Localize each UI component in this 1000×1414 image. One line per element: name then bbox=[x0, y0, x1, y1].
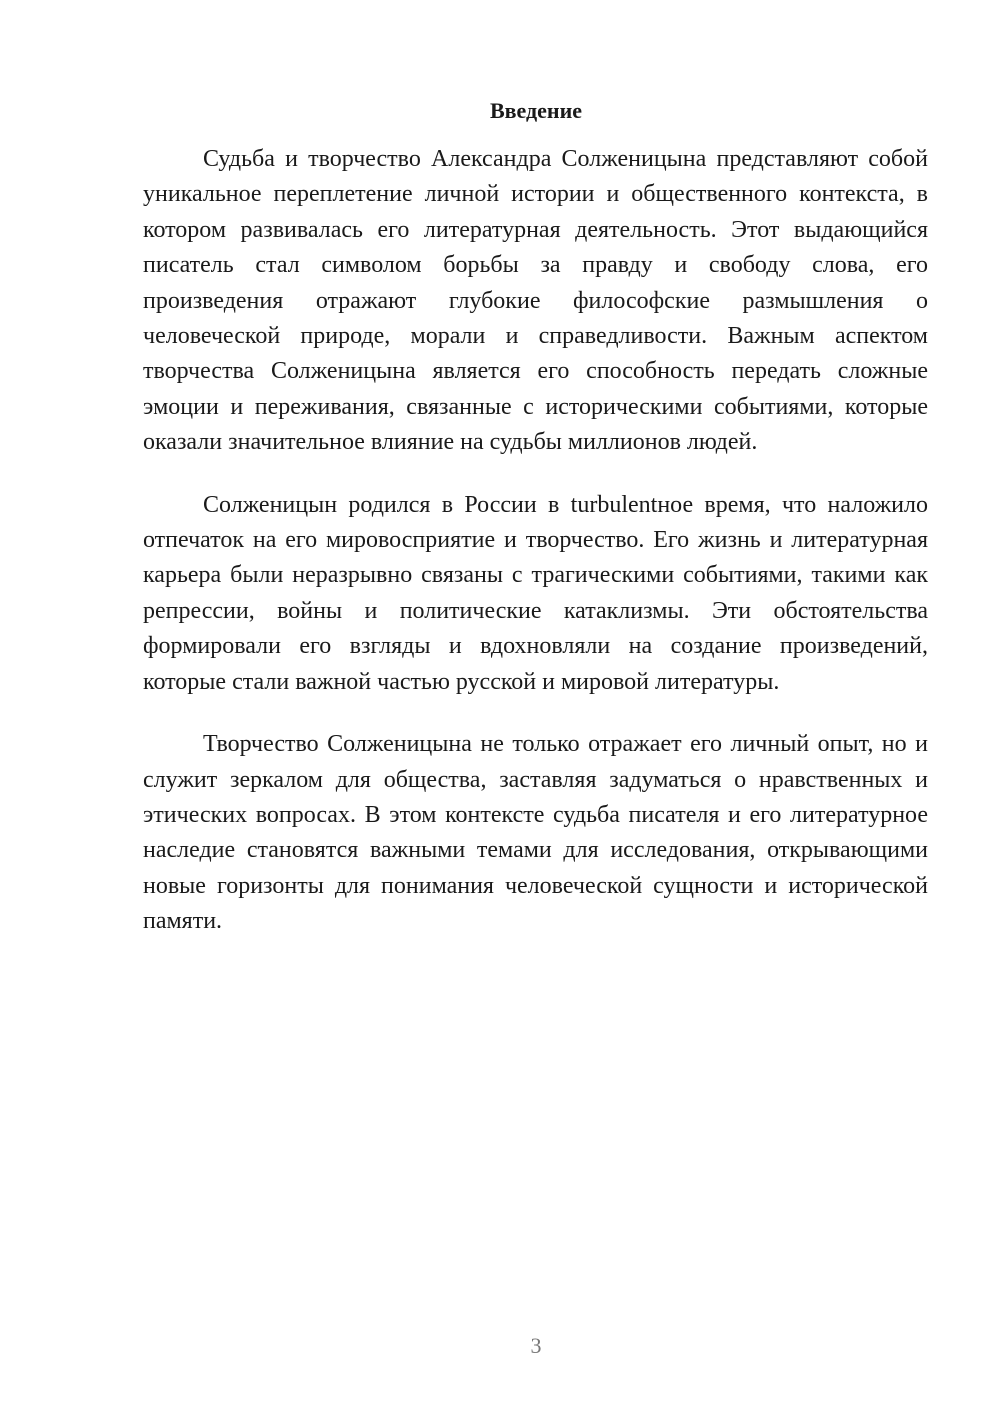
section-title: Введение bbox=[489, 98, 583, 123]
page-number: 3 bbox=[530, 1333, 542, 1358]
paragraph-3: Творчество Солженицына не только отражает его личный опыт, но и служит зеркалом для общества, заставляя задуматься о нравственных и этических вопросах. В этом контексте судьба писателя и его литературное наследие становятся важными темами для исследования, открывающими новые горизонты для понимания человеческой сущности и исторической памяти. bbox=[143, 731, 928, 935]
body-text bbox=[143, 142, 928, 967]
paragraph-1: Судьба и творчество Александра Солженицына представляют собой уникальное переплетение личной истории и общественного контекста, в котором развивалась его литературная деятельность. Этот выдающийся писатель стал символом борьбы за правду и свободу слова, его произведения отражают глубокие философские размышления о человеческой природе, морали и справедливости. Важным аспектом творчества Солженицына является его способность передать сложные эмоции и переживания, связанные с историческими событиями, которые оказали значительное влияние на судьбы миллионов людей. bbox=[143, 146, 928, 456]
paragraph-2: Солженицын родился в России в turbulentное время, что наложило отпечаток на его мировосприятие и творчество. Его жизнь и литературная карьера были неразрывно связаны с трагическими событиями, такими как репрессии, войны и политические катаклизмы. Эти обстоятельства формировали его взгляды и вдохновляли на создание произведений, которые стали важной частью русской и мировой литературы. bbox=[143, 491, 928, 695]
